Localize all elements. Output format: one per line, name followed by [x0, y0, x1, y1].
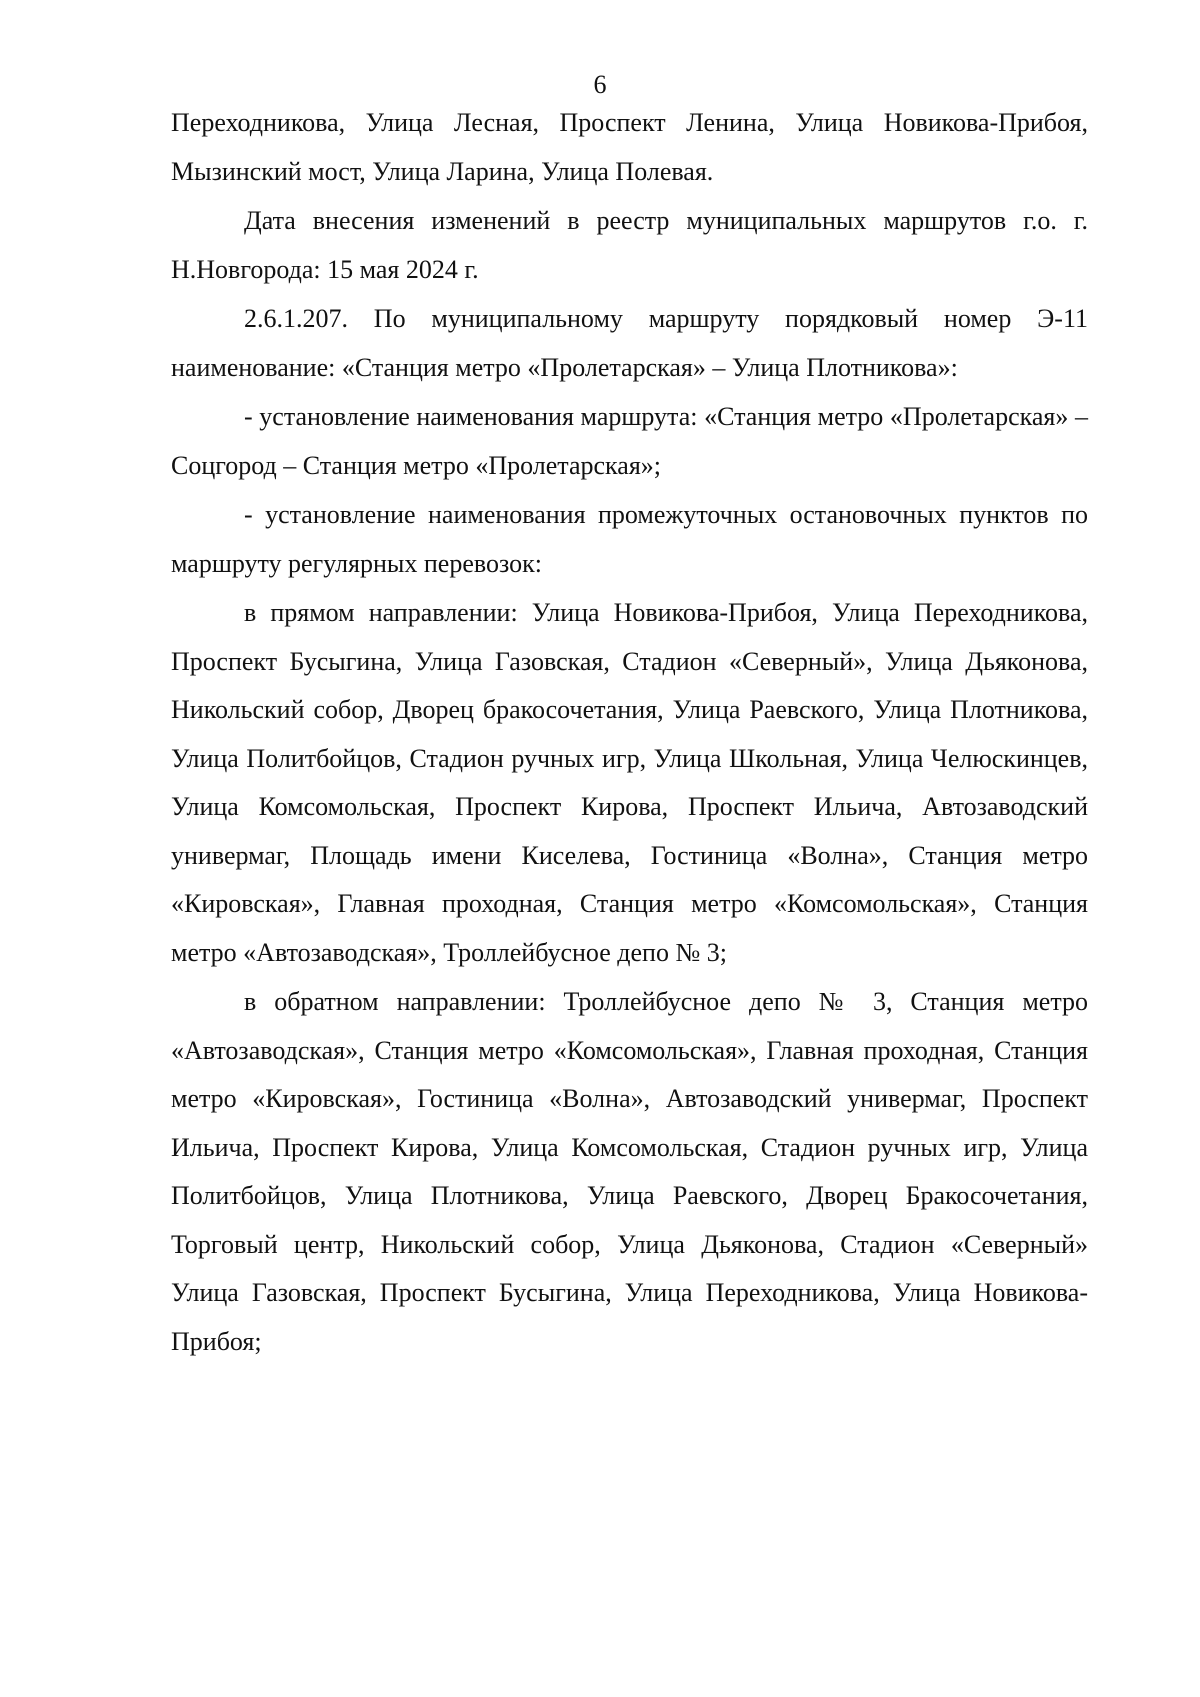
paragraph-registry-date: Дата внесения изменений в реестр муниципальных маршрутов г.о. г. Н.Новгорода: 15 мая 2024 г.: [171, 206, 1088, 284]
document-body: [171, 99, 1088, 1366]
paragraph-stops-item: - установление наименования промежуточных остановочных пунктов по маршруту регулярных перевозок:: [171, 500, 1088, 578]
paragraph-route-heading: 2.6.1.207. По муниципальному маршруту порядковый номер Э-11 наименование: «Станция метро «Пролетарская» – Улица Плотникова»:: [171, 304, 1088, 382]
paragraph-stops-continuation: Переходникова, Улица Лесная, Проспект Ленина, Улица Новикова-Прибоя, Мызинский мост, Улица Ларина, Улица Полевая.: [171, 108, 1088, 186]
page-number: 6: [593, 70, 607, 99]
paragraph-route-name-item: - установление наименования маршрута: «Станция метро «Пролетарская» – Соцгород – Станция метро «Пролетарская»;: [171, 402, 1088, 480]
paragraph-reverse-direction: в обратном направлении: Троллейбусное депо № 3, Станция метро «Автозаводская», Станция метро «Комсомольская», Главная проходная, Станция метро «Кировская», Гостиница «Волна», Автозаводский универмаг, Проспект Ильича, Проспект Кирова, Улица Комсомольская, Стадион ручных игр, Улица Политбойцов, Улица Плотникова, Улица Раевского, Дворец Бракосочетания, Торговый центр, Никольский собор, Улица Дьяконова, Стадион «Северный» Улица Газовская, Проспект Бусыгина, Улица Переходникова, Улица Новикова-Прибоя;: [171, 987, 1088, 1356]
paragraph-forward-direction: в прямом направлении: Улица Новикова-Прибоя, Улица Переходникова, Проспект Бусыгина, Улица Газовская, Стадион «Северный», Улица Дьяконова, Никольский собор, Дворец бракосочетания, Улица Раевского, Улица Плотникова, Улица Политбойцов, Стадион ручных игр, Улица Школьная, Улица Челюскинцев, Улица Комсомольская, Проспект Кирова, Проспект Ильича, Автозаводский универмаг, Площадь имени Киселева, Гостиница «Волна», Станция метро «Кировская», Главная проходная, Станция метро «Комсомольская», Станция метро «Автозаводская», Троллейбусное депо № 3;: [171, 598, 1088, 967]
